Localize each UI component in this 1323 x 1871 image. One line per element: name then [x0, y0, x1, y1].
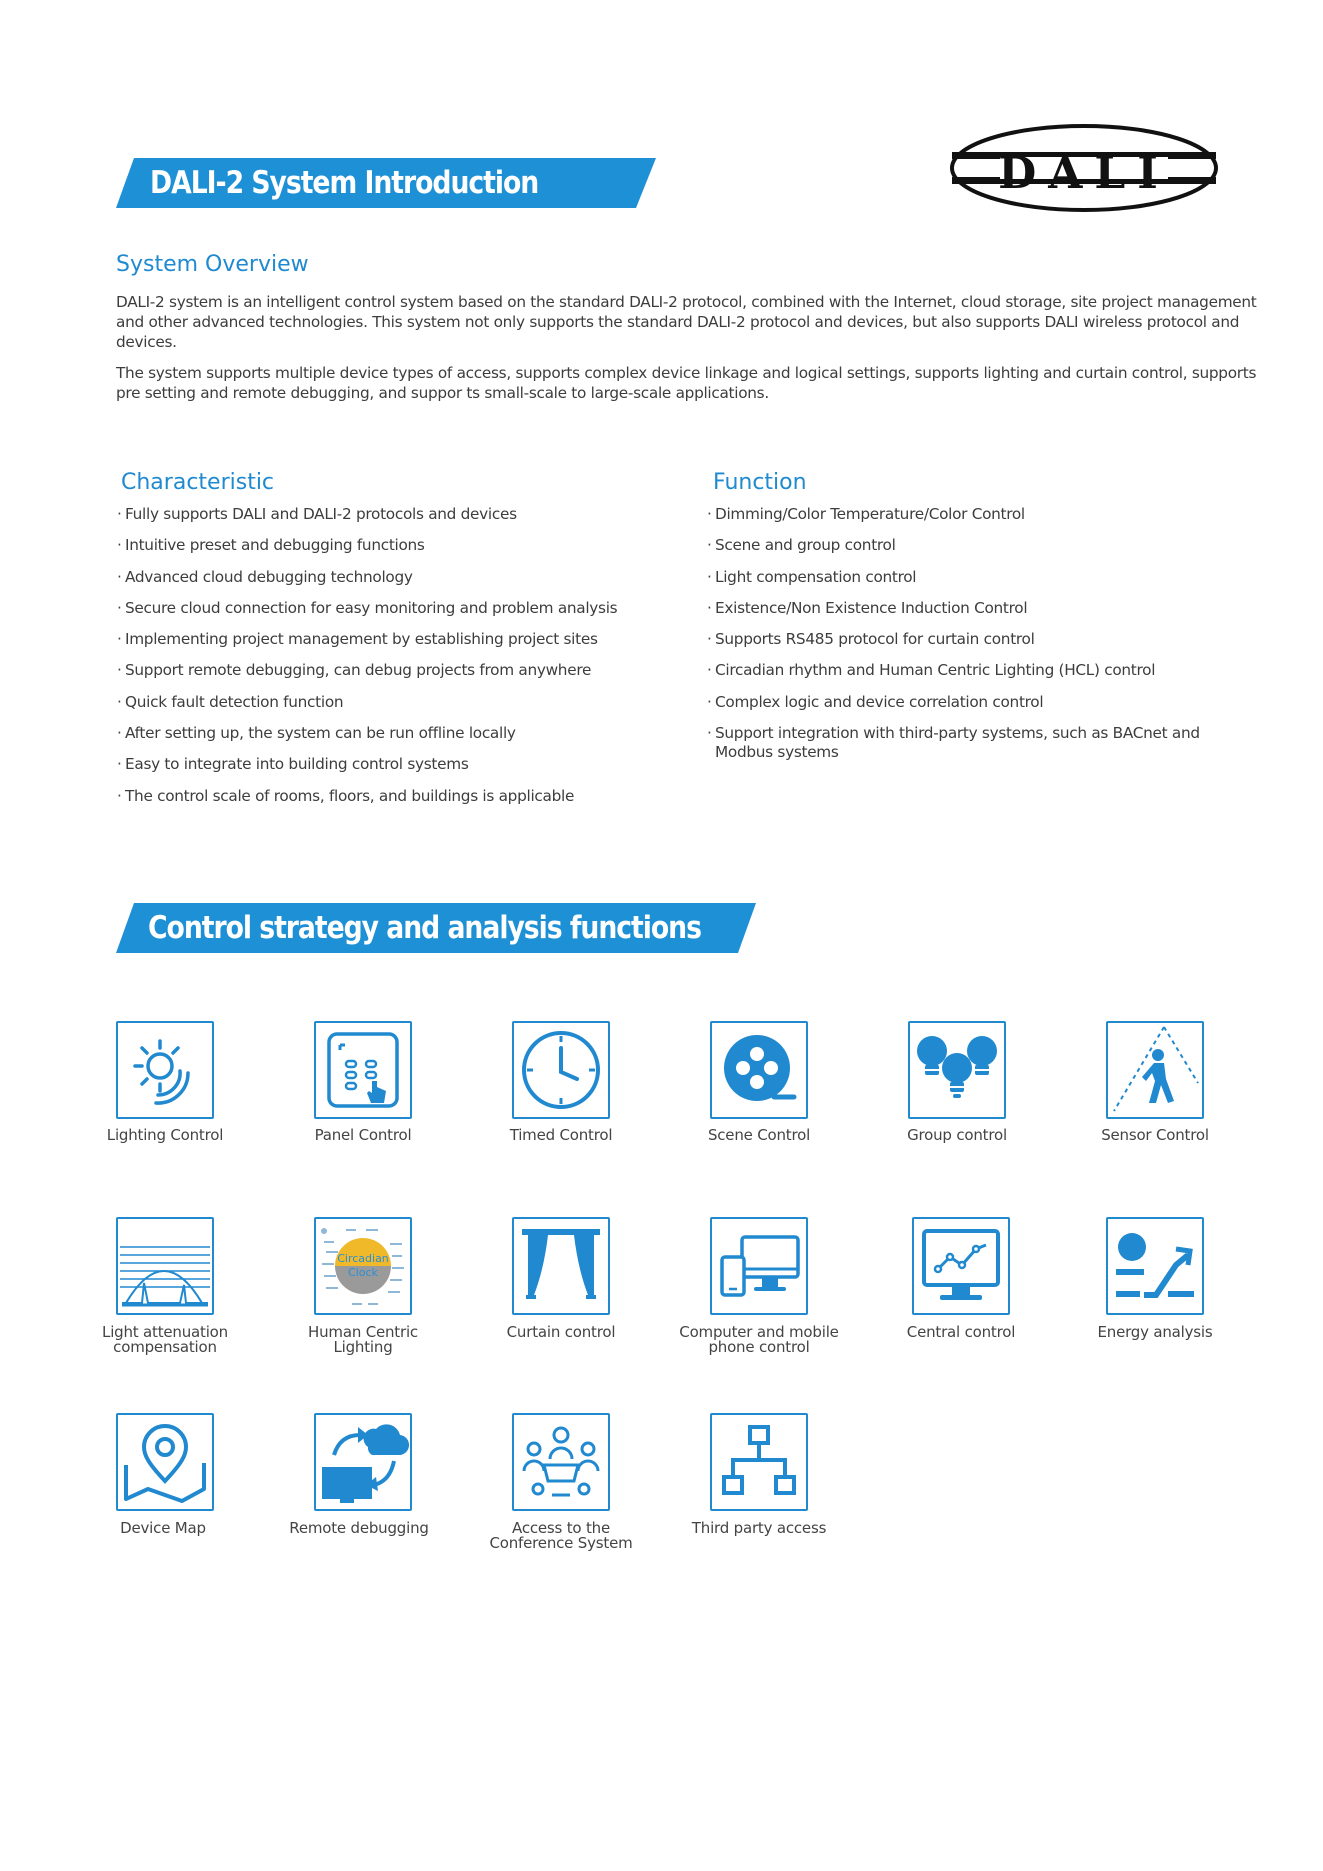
curtain-icon: [514, 1219, 608, 1313]
list-item: · Easy to integrate into building control systems: [117, 755, 677, 774]
film-reel-icon: [712, 1023, 806, 1117]
monitor-chart-icon: [914, 1219, 1008, 1313]
tile-label: Curtain control: [506, 1323, 616, 1341]
list-item: · Advanced cloud debugging technology: [117, 568, 677, 587]
tile-label: Timed Control: [509, 1126, 613, 1144]
overview-heading: System Overview: [116, 252, 309, 277]
control-banner: [116, 903, 756, 953]
tile-sensor-control: [1106, 1021, 1204, 1119]
intro-banner-title: DALI-2 System Introduction: [150, 165, 539, 201]
characteristic-list: [117, 505, 677, 818]
tile-label: Panel Control: [314, 1126, 412, 1144]
tile-label: Access to the Conference System: [489, 1519, 633, 1552]
tile-label: Scene Control: [707, 1126, 811, 1144]
tile-label: Computer and mobile phone control: [679, 1323, 839, 1356]
tile-label: Group control: [907, 1126, 1007, 1144]
panel-icon: [316, 1023, 410, 1117]
tile-energy-analysis: [1106, 1217, 1204, 1315]
list-item: · Quick fault detection function: [117, 693, 677, 712]
tile-human-centric-lighting: [314, 1217, 412, 1315]
tile-label: Energy analysis: [1097, 1323, 1213, 1341]
energy-stairs-icon: [1108, 1219, 1202, 1313]
list-item: · Implementing project management by establishing project sites: [117, 630, 677, 649]
tile-device-map: [116, 1413, 214, 1511]
walking-person-icon: [1108, 1023, 1202, 1117]
circadian-badge-line2: Clock: [348, 1266, 378, 1279]
function-heading: Function: [713, 470, 807, 495]
intro-banner: [116, 158, 656, 208]
overview-paragraph-1: DALI-2 system is an intelligent control system based on the standard DALI-2 protocol, combined with the Internet, cloud storage, site project management and other advanced technologies. This system not only supports the standard DALI-2 protocol and devices, but also supports DALI wireless protocol and devices.: [116, 293, 1257, 351]
computer-phone-icon: [712, 1219, 806, 1313]
tile-label: Lighting Control: [106, 1126, 224, 1144]
list-item: · Intuitive preset and debugging functions: [117, 536, 677, 555]
bulbs-icon: [910, 1023, 1004, 1117]
tile-central-control: [912, 1217, 1010, 1315]
conference-icon: [514, 1415, 608, 1509]
list-item: · Dimming/Color Temperature/Color Control: [707, 505, 1227, 524]
tile-light-attenuation: [116, 1217, 214, 1315]
list-item: · Support remote debugging, can debug projects from anywhere: [117, 661, 677, 680]
list-item: · The control scale of rooms, floors, and buildings is applicable: [117, 787, 677, 806]
list-item: · Complex logic and device correlation control: [707, 693, 1227, 712]
list-item: · Support integration with third-party systems, such as BACnet and Modbus systems: [707, 724, 1217, 762]
list-item: · Secure cloud connection for easy monitoring and problem analysis: [117, 599, 677, 618]
tile-label: Light attenuation compensation: [102, 1323, 228, 1356]
dali-logo: [948, 122, 1220, 214]
light-attenuation-icon: [118, 1219, 212, 1313]
circadian-badge-line1: Circadian: [337, 1252, 389, 1265]
tile-remote-debugging: [314, 1413, 412, 1511]
list-item: · Fully supports DALI and DALI-2 protocols and devices: [117, 505, 677, 524]
function-list: [707, 505, 1227, 774]
tile-lighting-control: [116, 1021, 214, 1119]
tile-panel-control: [314, 1021, 412, 1119]
list-item: · After setting up, the system can be run offline locally: [117, 724, 677, 743]
tile-curtain-control: [512, 1217, 610, 1315]
list-item: · Light compensation control: [707, 568, 1227, 587]
tile-label: Central control: [906, 1323, 1016, 1341]
list-item: · Circadian rhythm and Human Centric Lighting (HCL) control: [707, 661, 1227, 680]
sun-icon: [118, 1023, 212, 1117]
tile-label: Human Centric Lighting: [308, 1323, 418, 1356]
tile-conference-system: [512, 1413, 610, 1511]
characteristic-heading: Characteristic: [121, 470, 275, 495]
control-banner-title: Control strategy and analysis functions: [148, 910, 701, 946]
tile-computer-mobile-control: [710, 1217, 808, 1315]
tile-label: Sensor Control: [1101, 1126, 1209, 1144]
tile-third-party-access: [710, 1413, 808, 1511]
tile-label: Remote debugging: [289, 1519, 429, 1537]
tile-timed-control: [512, 1021, 610, 1119]
list-item: · Existence/Non Existence Induction Control: [707, 599, 1227, 618]
network-icon: [712, 1415, 806, 1509]
cloud-sync-icon: [316, 1415, 410, 1509]
tile-label: Third party access: [691, 1519, 827, 1537]
dali-logo-text: DALI: [998, 148, 1170, 199]
overview-paragraph-2: The system supports multiple device types of access, supports complex device linkage and logical settings, supports lighting and curtain control, supports pre setting and remote debugging, and suppor ts small-scale to large-scale applications.: [116, 364, 1257, 402]
clock-icon: [514, 1023, 608, 1117]
circadian-clock-icon: [316, 1219, 410, 1313]
tile-group-control: [908, 1021, 1006, 1119]
list-item: · Supports RS485 protocol for curtain control: [707, 630, 1227, 649]
map-pin-icon: [118, 1415, 212, 1509]
tile-scene-control: [710, 1021, 808, 1119]
tile-label: Device Map: [120, 1519, 206, 1537]
list-item: · Scene and group control: [707, 536, 1227, 555]
